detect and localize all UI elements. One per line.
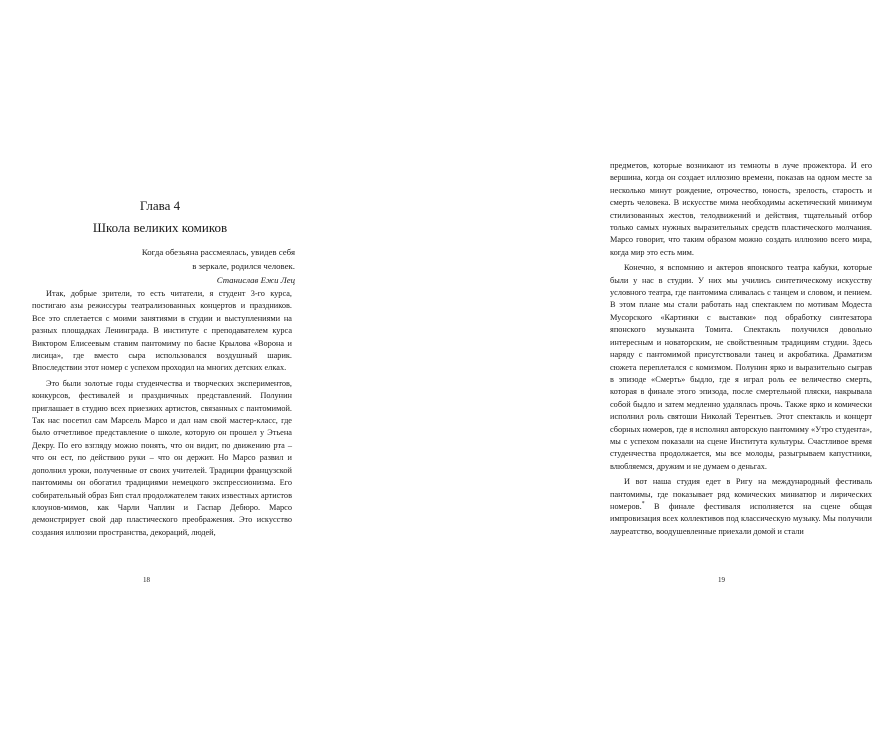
paragraph-text: В финале фестиваля исполняется на сцене общая импровизация всех коллективов под классическую музыку. Мы получили лауреатство, воодушевленные приехали домой и стали (610, 501, 872, 536)
paragraph: Это были золотые годы студенчества и творческих экспериментов, конкурсов, фестивалей и праздничных представлений. Полунин приглашает в студию всех приезжих артистов, связанных с пантомимой. Так нас посетил сам Марсель Марсо и дал нам свой мастер-класс, где было отчетливое представление о школе, которую он прошел у Этьена Декру. По его взгляду можно понять, что он видит, по движению рта – что он ест, по действию руки – что он держит. Но Марсо развил и дополнил уроки, полученные от своих учителей. Традиции французской пантомимы он обогатил традициями немецкого экспрессионизма. Его собирательный образ Бип стал продолжателем таких известных артистов клоунов-мимов, как Чарли Чаплин и Гаспар Дебюро. Марсо демонстрирует свой дар пластического преображения. Это искусство создания иллюзии пространства, декораций, людей, (32, 378, 292, 537)
paragraph: Итак, добрые зрители, то есть читатели, я студент 3-го курса, постигаю азы режиссуры театрализованных концертов и праздников. Все это сплетается с моими занятиями в студии и выступлениями на разных площадках Ленинграда. В институте с преподавателем курса Виктором Елисеевым ставим пантомиму по басне Крылова «Ворона и лисица», где вместо сыра использовался воздушный шарик. Впоследствии этот номер с успехом проходил на многих детских елках. (32, 289, 292, 373)
paragraph-text: И вот наша студия едет в Ригу на международный фестиваль пантомимы, где показывает ряд комических миниатюр и лирических номеров. (610, 477, 872, 511)
epigraph-author: Станислав Ежи Лец (216, 275, 295, 285)
right-body-text (610, 160, 872, 541)
page-number: 19 (718, 576, 725, 584)
footnote-mark[interactable]: * (641, 501, 645, 508)
chapter-title: Глава 4 (139, 198, 181, 213)
paragraph-last (610, 476, 872, 538)
epigraph (120, 245, 295, 287)
chapter-subtitle: Школа великих комиков (92, 220, 228, 235)
epigraph-line-1: Когда обезьяна рассмеялась, увидев себя (141, 247, 295, 257)
left-page (0, 0, 300, 750)
paragraph: Конечно, я вспомнию и актеров японского театра кабуки, которые были у нас в студии. У них мы учились синтетическому искусству условного театра, где пантомима сливалась с танцем и словом, и пением. В этом плане мы стали работать над спектаклем по мотивам Модеста Мусорского «Картинки с выставки» под обработку синтезатора японского музыканта Томита. Спектакль получился довольно интересным и новаторским, не свойственным традициям студии. Здесь наряду с пантомимой присутствовали танец и акробатика. Драматизм сюжета переплетался с комизмом. Полунин ярко и выразительно сыграв в эпизоде «Смерть» быдло, где я играл роль ее величество смерть, которая в финале этого эпизода, после смертельной пляски, накрывала собой быдло и затем медленно удалялась прочь. Также ярко и комически исполнил роль святоши Николай Терентьев. Этот спектакль и концерт сборных номеров, где я исполнял авторскую пантомиму «Утро студента», мы с успехом показали на сцене Института культуры. Счастливое время студенчества продолжается, мы все молоды, разыгрываем капустники, влюбляемся, дружим и не думаем о деньгах. (610, 263, 872, 471)
left-body-text (32, 288, 292, 542)
paragraph-continuation: предметов, которые возникают из темноты в луче прожектора. И его вершина, когда он создает иллюзию времени, показав на одном месте за несколько минут рождение, отрочество, юность, зрелость, старость и смерть человека. В искусстве мима необходимы аскетический минимум стилизованных жестов, телодвижений и действия, тщательный отбор только самых нужных выразительных средств пластического молчания. Марсо говорит, что таким образом можно создать иллюзию всего мира, когда мир это есть мим. (610, 161, 872, 257)
epigraph-line-2: в зеркале, родился человек. (192, 261, 295, 271)
page-number: 18 (143, 576, 150, 584)
right-page (300, 0, 872, 750)
